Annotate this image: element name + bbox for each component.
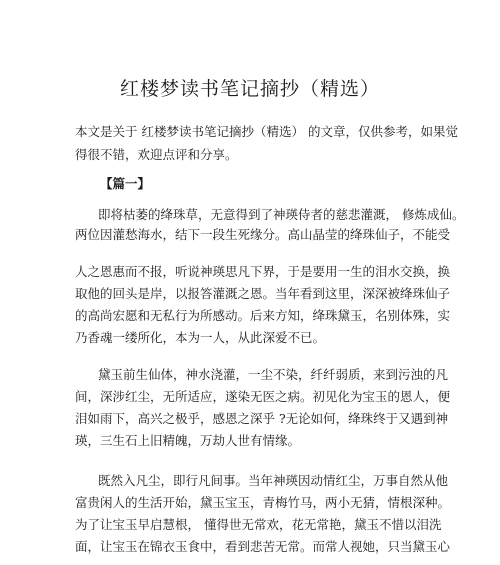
paragraph-line: 即将枯萎的绛珠草，无意得到了神瑛侍者的慈悲灌溉， 修炼成仙。 — [98, 207, 465, 222]
intro-line: 得很不错，欢迎点评和分享。 — [75, 147, 238, 162]
paragraph-line: 的高尚宏愿和无私行为所感动。后来方知，绛珠黛玉，名别体殊，实 — [75, 308, 451, 323]
section-heading: 【篇一】 — [100, 176, 151, 191]
document-title: 红楼梦读书笔记摘抄（精选） — [119, 78, 380, 100]
paragraph-line: 既然入凡尘，即行凡间事。当年神瑛因动情红尘，万事自然从他 — [98, 473, 449, 488]
paragraph-line: 泪如雨下，高兴之极乎，感恩之深乎 ?无论如何，绛珠终于又遇到神 — [75, 411, 449, 426]
paragraph-line: 为了让宝玉早启慧根， 懂得世无常欢，花无常艳，黛玉不惜以泪洗 — [75, 517, 442, 532]
paragraph-line: 人之恩惠而不报，听说神瑛思凡下界，于是要用一生的泪水交换，换 — [75, 264, 451, 279]
paragraph-line: 两位因灌愁海水，结下一段生死缘分。高山晶莹的绛珠仙子，不能受 — [75, 227, 451, 242]
paragraph-line: 瑛，三生石上旧精魄，万劫人世有情缘。 — [75, 433, 301, 448]
paragraph-line: 间，深涉红尘，无所适应，遂染无医之病。初见化为宝玉的恩人，便 — [75, 389, 451, 404]
paragraph-line: 面，让宝玉在锦衣玉食中，看到悲苦无常。而常人视她，只当黛玉心 — [75, 539, 451, 554]
intro-line: 本文是关于 红楼梦读书笔记摘抄（精选） 的文章，仅供参考，如果觉 — [75, 124, 458, 139]
paragraph-line: 富贵闲人的生活开始，黛玉宝玉，青梅竹马，两小无猜，情根深种。 — [75, 495, 451, 510]
paragraph-line: 黛玉前生仙体，神水浇灌，一尘不染，纤纤弱质，来到污浊的凡 — [98, 367, 449, 382]
paragraph-line: 乃香魂一缕所化，本为一人，从此深爱不已。 — [75, 330, 326, 345]
paragraph-line: 取他的回头是岸，以报答灌溉之恩。当年看到这里，深深被绛珠仙子 — [75, 286, 451, 301]
